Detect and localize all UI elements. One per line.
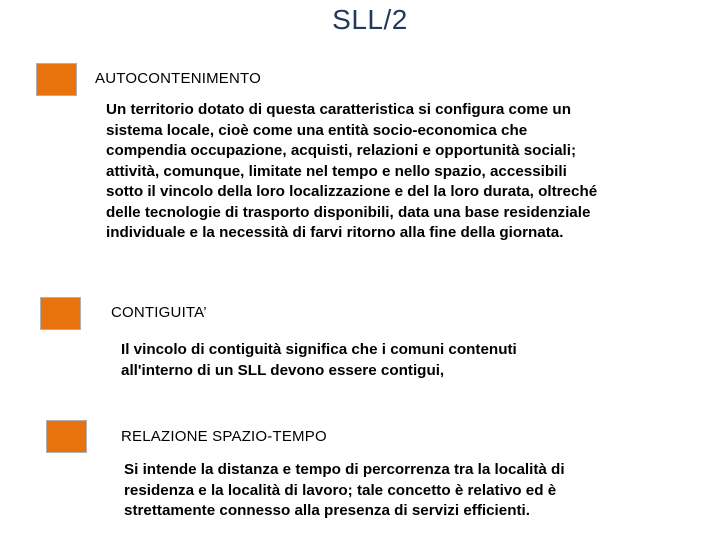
section-marker-3: [46, 420, 87, 453]
section-heading-contiguita: CONTIGUITA’: [111, 304, 207, 321]
section-text-relazione-spazio-tempo: Si intende la distanza e tempo di percorrenza tra la località di residenza e la località di lavoro; tale concetto è relativo ed è strettamente connesso alla presenza di servizi efficienti.: [124, 461, 565, 519]
section-heading-relazione-spazio-tempo: RELAZIONE SPAZIO-TEMPO: [121, 428, 327, 445]
section-text-contiguita: Il vincolo di contiguità significa che i comuni contenuti all'interno di un SLL devono essere contigui,: [121, 341, 517, 379]
section-heading-autocontenimento: AUTOCONTENIMENTO: [95, 70, 261, 87]
slide-title: SLL/2: [332, 4, 408, 35]
section-marker-2: [40, 297, 81, 330]
section-text-autocontenimento: Un territorio dotato di questa caratteristica si configura come un sistema locale, cioè come una entità socio-economica che compendia occupazione, acquisti, relazioni e opportunità sociali; attività, comunque, limitate nel tempo e nello spazio, accessibili sotto il vincolo della loro localizzazione e del la loro durata, oltreché delle tecnologie di trasporto disponibili, data una base residenziale individuale e la necessità di farvi ritorno alla fine della giornata.: [106, 101, 598, 241]
section-marker-1: [36, 63, 77, 96]
